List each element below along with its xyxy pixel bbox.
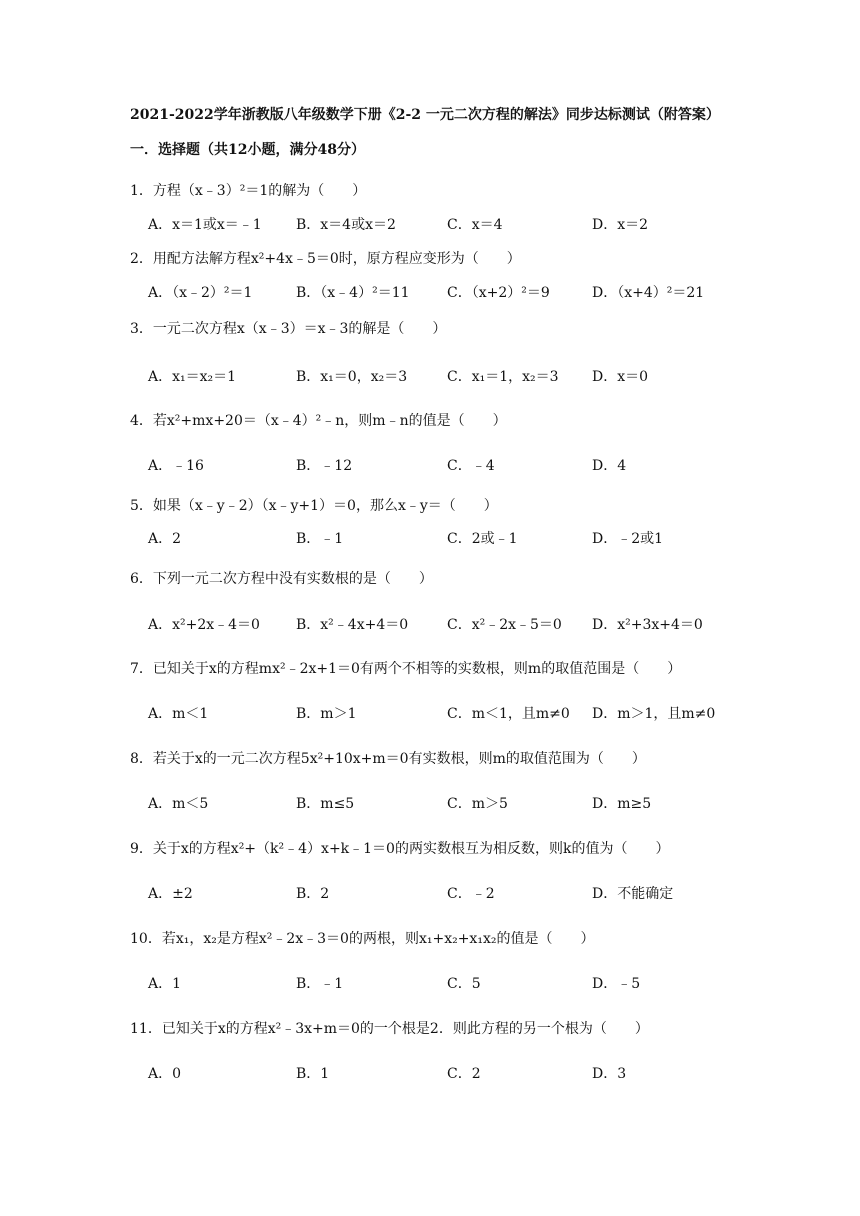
answer-option-a: A．x＝1或x＝﹣1 (148, 217, 262, 233)
question-text: 3．一元二次方程x（x﹣3）＝x﹣3的解是（ ） (130, 321, 447, 337)
question-text: 7．已知关于x的方程mx²﹣2x+1＝0有两个不相等的实数根，则m的取值范围是（ ） (130, 661, 682, 677)
answer-option-c: C．m＜1，且m≠0 (447, 706, 570, 722)
answer-option-b: B．﹣1 (296, 531, 344, 547)
answer-option-d: D．x＝2 (592, 217, 649, 233)
answer-option-a: A．m＜1 (148, 706, 209, 722)
answer-option-a: A．﹣16 (148, 458, 204, 474)
answer-option-c: C．x²﹣2x﹣5＝0 (447, 617, 562, 633)
answer-option-c: C．x₁＝1，x₂＝3 (447, 369, 559, 385)
page-title: 2021-2022学年浙教版八年级数学下册《2-2 一元二次方程的解法》同步达标测试（附答案） (130, 107, 720, 123)
answer-option-c: C．（x+2）²＝9 (447, 285, 550, 301)
answer-option-b: B．x＝4或x＝2 (296, 217, 396, 233)
answer-option-b: B．x²﹣4x+4＝0 (296, 617, 409, 633)
question-text: 11．已知关于x的方程x²﹣3x+m＝0的一个根是2．则此方程的另一个根为（ ） (130, 1021, 649, 1037)
answer-option-b: B．2 (296, 886, 330, 902)
answer-option-d: D．不能确定 (592, 886, 674, 902)
answer-option-a: A．±2 (148, 886, 193, 902)
question-text: 10．若x₁，x₂是方程x²﹣2x﹣3＝0的两根，则x₁+x₂+x₁x₂的值是（ ） (130, 931, 595, 947)
answer-option-b: B．x₁＝0，x₂＝3 (296, 369, 408, 385)
answer-option-d: D．（x+4）²＝21 (592, 285, 705, 301)
answer-option-a: A．m＜5 (148, 796, 209, 812)
answer-option-d: D．3 (592, 1066, 627, 1082)
answer-option-d: D．4 (592, 458, 627, 474)
question-text: 4．若x²+mx+20＝（x﹣4）²﹣n，则m﹣n的值是（ ） (130, 413, 507, 429)
answer-option-d: D．m≥5 (592, 796, 652, 812)
answer-option-b: B．1 (296, 1066, 330, 1082)
answer-option-c: C．﹣4 (447, 458, 495, 474)
answer-option-a: A．1 (148, 976, 182, 992)
answer-option-a: A．0 (148, 1066, 182, 1082)
answer-option-d: D．x＝0 (592, 369, 649, 385)
question-text: 9．关于x的方程x²+（k²﹣4）x+k﹣1＝0的两实数根互为相反数，则k的值为（ ） (130, 841, 670, 857)
answer-option-d: D．﹣2或1 (592, 531, 664, 547)
answer-option-c: C．x＝4 (447, 217, 503, 233)
answer-option-c: C．5 (447, 976, 481, 992)
question-text: 8．若关于x的一元二次方程5x²+10x+m＝0有实数根，则m的取值范围为（ ） (130, 751, 646, 767)
answer-option-d: D．x²+3x+4＝0 (592, 617, 703, 633)
section-heading: 一．选择题（共12小题，满分48分） (130, 142, 365, 158)
answer-option-b: B．m＞1 (296, 706, 357, 722)
question-text: 1．方程（x﹣3）²＝1的解为（ ） (130, 183, 367, 199)
answer-option-b: B．﹣12 (296, 458, 353, 474)
answer-option-c: C．﹣2 (447, 886, 495, 902)
answer-option-c: C．m＞5 (447, 796, 508, 812)
answer-option-b: B．﹣1 (296, 976, 344, 992)
answer-option-a: A．x₁＝x₂＝1 (148, 369, 237, 385)
answer-option-d: D．m＞1，且m≠0 (592, 706, 716, 722)
question-text: 2．用配方法解方程x²+4x﹣5＝0时，原方程应变形为（ ） (130, 251, 521, 267)
question-text: 6．下列一元二次方程中没有实数根的是（ ） (130, 571, 433, 587)
answer-option-b: B．m≤5 (296, 796, 355, 812)
answer-option-a: A．（x﹣2）²＝1 (148, 285, 253, 301)
question-text: 5．如果（x﹣y﹣2）（x﹣y+1）＝0，那么x﹣y＝（ ） (130, 498, 498, 514)
answer-option-b: B．（x﹣4）²＝11 (296, 285, 410, 301)
answer-option-a: A．x²+2x﹣4＝0 (148, 617, 260, 633)
answer-option-c: C．2或﹣1 (447, 531, 518, 547)
answer-option-d: D．﹣5 (592, 976, 641, 992)
answer-option-a: A．2 (148, 531, 182, 547)
answer-option-c: C．2 (447, 1066, 481, 1082)
